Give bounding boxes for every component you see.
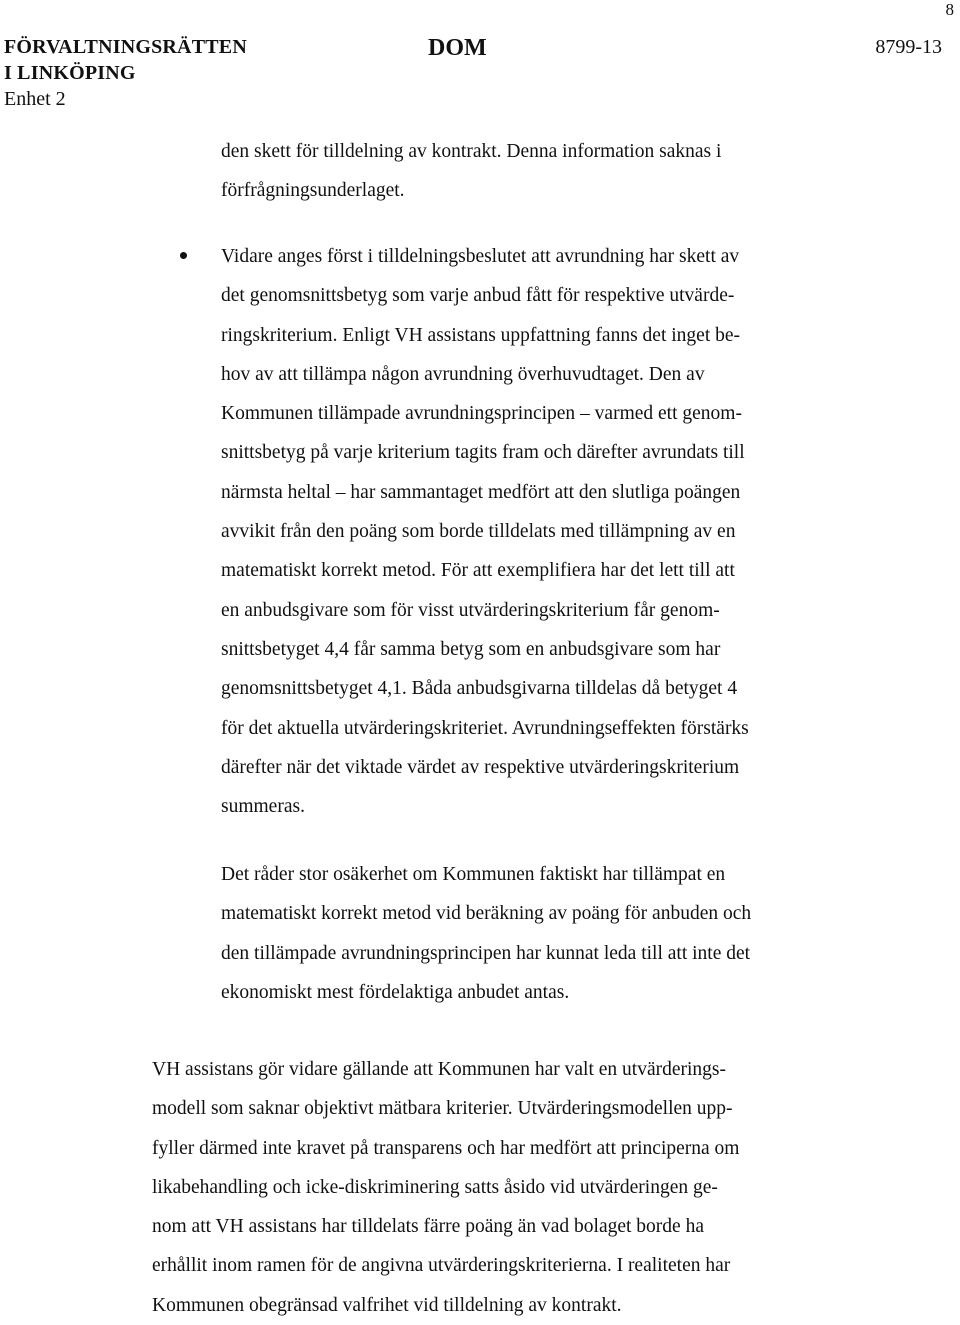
text-line: den skett för tilldelning av kontrakt. Denna information saknas i (221, 141, 722, 162)
text-line: den tillämpade avrundningsprincipen har kunnat leda till att inte det (221, 942, 751, 964)
text-line: Kommunen tillämpade avrundningsprincipen – varmed ett genom- (221, 403, 742, 425)
text-line: matematiskt korrekt metod vid beräkning av poäng för anbuden och (221, 903, 752, 925)
page-number: 8 (945, 0, 954, 19)
text-line: snittsbetyget 4,4 får samma betyg som en anbudsgivare som har (221, 638, 721, 660)
text-line: ekonomiskt mest fördelaktiga anbudet antas. (221, 981, 570, 1003)
bullet-paragraph (221, 237, 861, 826)
court-name-line2: I LINKÖPING (4, 62, 136, 84)
text-line: modell som saknar objektivt mätbara kriterier. Utvärderingsmodellen upp- (152, 1098, 733, 1120)
text-line: erhållit inom ramen för de angivna utvärderingskriterierna. I realiteten har (152, 1255, 731, 1277)
text-line: Kommunen obegränsad valfrihet vid tilldelning av kontrakt. (152, 1294, 622, 1316)
text-line: en anbudsgivare som för visst utvärderingskriterium får genom- (221, 599, 720, 621)
text-line: VH assistans gör vidare gällande att Kommunen har valt en utvärderings- (152, 1059, 727, 1080)
text-line: närmsta heltal – har sammantaget medfört att den slutliga poängen (221, 481, 741, 503)
text-line: för det aktuella utvärderingskriteriet. Avrundningseffekten förstärks (221, 717, 749, 739)
court-unit: Enhet 2 (4, 88, 66, 110)
text-line: likabehandling och icke-diskriminering satts åsido vid utvärderingen ge- (152, 1176, 718, 1198)
text-line: Det råder stor osäkerhet om Kommunen faktiskt har tillämpat en (221, 864, 726, 885)
paragraph-evaluation-model (152, 1050, 862, 1325)
text-line: nom att VH assistans har tilldelats färre poäng än vad bolaget borde ha (152, 1216, 704, 1238)
text-line: det genomsnittsbetyg som varje anbud fått för respektive utvärde- (221, 285, 735, 307)
case-number: 8799-13 (875, 36, 942, 58)
text-line: genomsnittsbetyget 4,1. Båda anbudsgivarna tilldelas då betyget 4 (221, 678, 738, 700)
court-header (4, 34, 247, 112)
text-line: därefter när det viktade värdet av respektive utvärderingskriterium (221, 756, 740, 778)
text-line: matematiskt korrekt metod. För att exemplifiera har det lett till att (221, 560, 735, 582)
text-line: fyller därmed inte kravet på transparens och har medfört att principerna om (152, 1137, 740, 1159)
text-line: förfrågningsunderlaget. (221, 180, 405, 202)
court-name-line1: FÖRVALTNINGSRÄTTEN (4, 36, 247, 58)
text-line: avvikit från den poäng som borde tilldelats med tillämpning av en (221, 521, 736, 543)
text-line: Vidare anges först i tilldelningsbeslutet att avrundning har skett av (221, 246, 740, 267)
paragraph-uncertainty (221, 855, 861, 1012)
text-line: snittsbetyg på varje kriterium tagits fram och därefter avrundats till (221, 442, 745, 464)
text-line: summeras. (221, 796, 305, 818)
paragraph-continuation (221, 132, 861, 211)
document-type: DOM (428, 35, 487, 61)
bullet-dot-icon (180, 252, 187, 259)
text-line: ringskriterium. Enligt VH assistans uppfattning fanns det inget be- (221, 324, 741, 346)
text-line: hov av att tillämpa någon avrundning överhuvudtaget. Den av (221, 363, 705, 385)
